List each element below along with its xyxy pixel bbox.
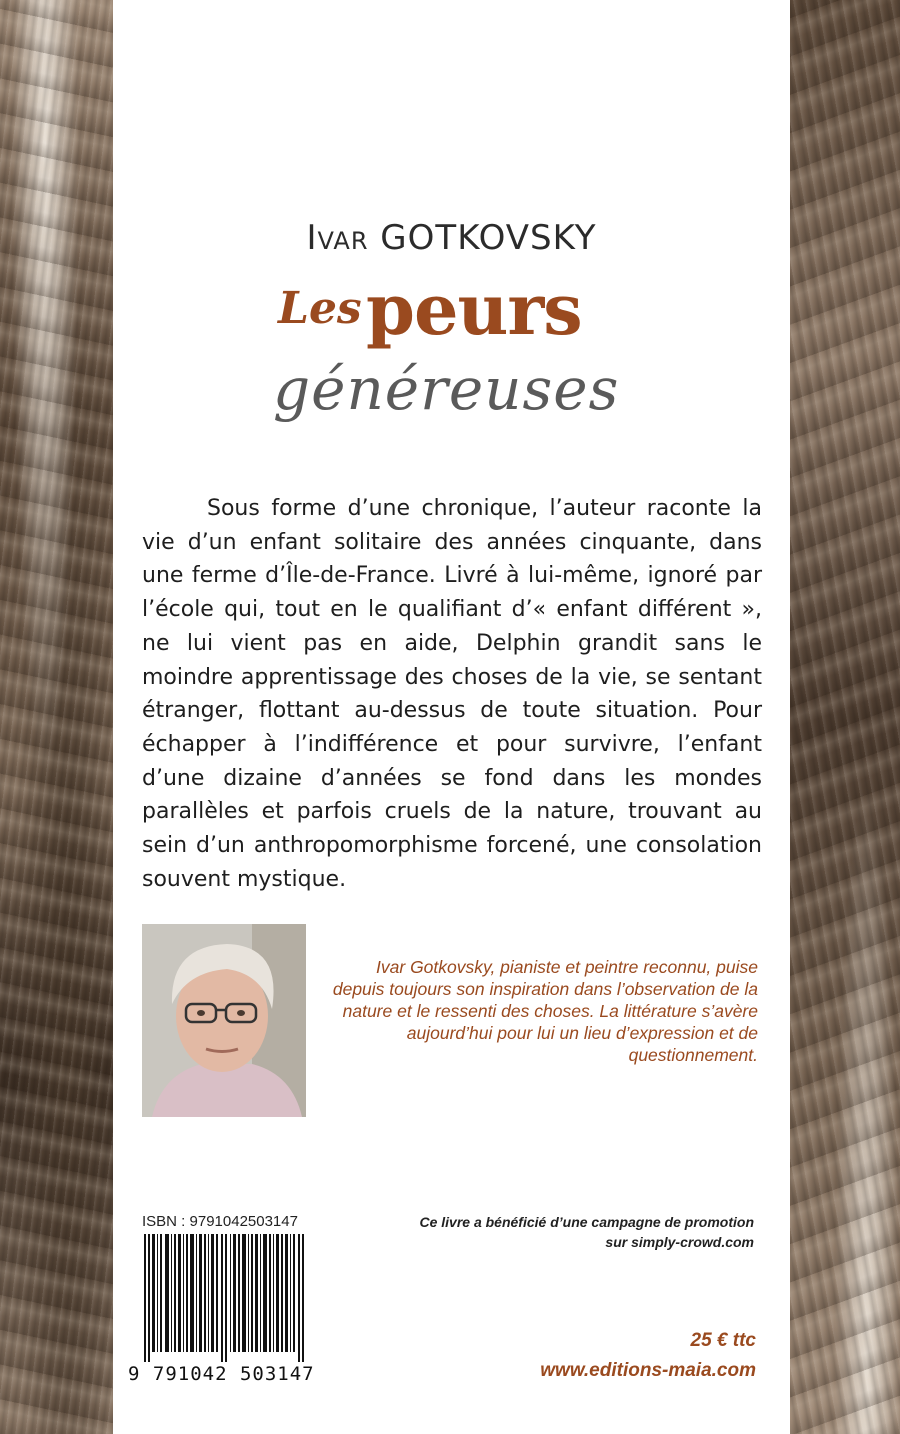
barcode-digits: 9 791042 503147 <box>128 1363 315 1385</box>
promo-line-2: sur simply-crowd.com <box>605 1234 754 1250</box>
back-cover-panel <box>113 0 790 1434</box>
promo-note <box>354 1212 754 1252</box>
author-bio: Ivar Gotkovsky, pianiste et peintre reconnu, puise depuis toujours son inspiration dans l’observation de la nature et le ressenti des choses. La littérature s’avère aujourd’hui pour lui un lieu d’expression et de questionnement. <box>332 957 758 1065</box>
promo-line-1: Ce livre a bénéficié d’une campagne de promotion <box>419 1214 754 1230</box>
author-photo <box>142 924 306 1117</box>
left-photo-border <box>0 0 113 1434</box>
author-name: Ivar GOTKOVSKY <box>306 218 597 258</box>
right-photo-border <box>790 0 900 1434</box>
book-summary: Sous forme d’une chronique, l’auteur raconte la vie d’un enfant solitaire des années cinquante, dans une ferme d’Île-de-France. Livré à lui-même, ignoré par l’école qui, tout en le qualifiant d’« enfant différent », ne lui vient pas en aide, Delphin grandit sans le moindre apprentissage des choses de la vie, se sentant étranger, flottant au-dessus de toute situation. Pour échapper à l’indifférence et pour survivre, l’enfant d’une dizaine d’années se fond dans les mondes parallèles et parfois cruels de la nature, trouvant au sein d’un anthropomorphisme forcené, une consolation souvent mystique. <box>142 496 762 892</box>
title-genereuses: généreuses <box>273 355 620 423</box>
title-les: Les <box>278 283 362 334</box>
isbn-barcode <box>142 1234 306 1362</box>
isbn-label: ISBN : 9791042503147 <box>142 1213 298 1230</box>
price: 25 € ttc <box>690 1330 756 1351</box>
author-portrait-illustration <box>142 924 306 1117</box>
title-peurs: peurs <box>366 268 582 351</box>
publisher-website[interactable]: www.editions-maia.com <box>540 1360 756 1381</box>
